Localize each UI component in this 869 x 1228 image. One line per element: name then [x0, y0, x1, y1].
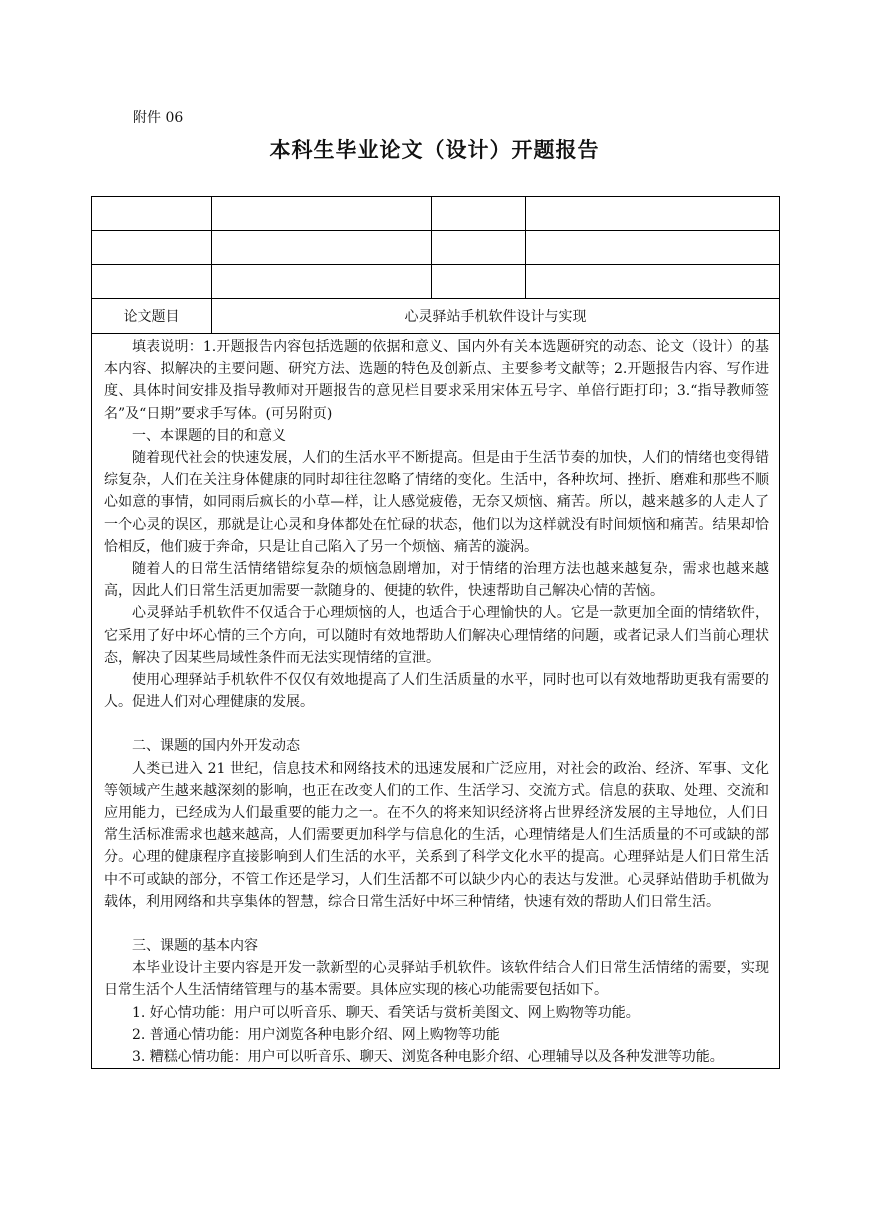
- section2-heading: 二、课题的国内外开发动态: [132, 738, 300, 755]
- info-cell: [526, 231, 780, 265]
- topic-label: 论文题目: [92, 299, 212, 334]
- info-row: [92, 197, 780, 231]
- page-title: 本科生毕业论文（设计）开题报告: [269, 138, 600, 162]
- spacer: [104, 913, 769, 935]
- info-cell: [526, 197, 780, 231]
- report-body: [92, 334, 780, 1069]
- info-row: [92, 231, 780, 265]
- section3-intro: 本毕业设计主要内容是开发一款新型的心灵驿站手机软件。该软件结合人们日常生活情绪的需要，实现日常生活个人生活情绪管理与的基本需要。具体应实现的核心功能需要包括如下。: [104, 960, 769, 999]
- report-table: [91, 196, 780, 1069]
- spacer: [104, 713, 769, 735]
- section1-paragraph: 随着人的日常生活情绪错综复杂的烦恼急剧增加，对于情绪的治理方法也越来越复杂，需求也越来越高，因此人们日常生活更加需要一款随身的、便捷的软件，快速帮助自己解决心情的苦恼。: [104, 561, 769, 600]
- section3-heading: 三、课题的基本内容: [132, 938, 258, 955]
- info-cell: [92, 265, 212, 299]
- section2-paragraph: 人类已进入 21 世纪，信息技术和网络技术的迅速发展和广泛应用，对社会的政治、经济、军事、文化等领域产生越来越深刻的影响，也正在改变人们的工作、生活学习、交流方式。信息的获取、处理、交流和应用能力，已经成为人们最重要的能力之一。在不久的将来知识经济将占世界经济发展的主导地位，人们日常生活标准需求也越来越高，人们需要更加科学与信息化的生活，心理情绪是人们生活质量的不可或缺的部分。心理的健康程序直接影响到人们生活的水平，关系到了科学文化水平的提高。心理驿站是人们日常生活中不可或缺的部分，不管工作还是学习，人们生活都不可以缺少内心的表达与发泄。心灵驿站借助手机做为载体，利用网络和共享集体的智慧，综合日常生活好中坏三种情绪，快速有效的帮助人们日常生活。: [104, 760, 769, 910]
- section1-paragraph: 使用心理驿站手机软件不仅仅有效地提高了人们生活质量的水平，同时也可以有效地帮助更我有需要的人。促进人们对心理健康的发展。: [104, 672, 769, 711]
- function-item: 1. 好心情功能：用户可以听音乐、聊天、看笑话与赏析美图文、网上购物等功能。: [132, 1004, 640, 1021]
- attachment-label: 附件 06: [133, 110, 184, 126]
- function-item: 2. 普通心情功能：用户浏览各种电影介绍、网上购物等功能: [132, 1026, 500, 1043]
- topic-row: [92, 299, 780, 334]
- function-item: 3. 糟糕心情功能：用户可以听音乐、聊天、浏览各种电影介绍、心理辅导以及各种发泄等功能。: [132, 1049, 724, 1066]
- info-cell: [212, 265, 432, 299]
- section1-paragraph: 随着现代社会的快速发展，人们的生活水平不断提高。但是由于生活节奏的加快，人们的情绪也变得错综复杂，人们在关注身体健康的同时却往往忽略了情绪的变化。生活中，各种坎坷、挫折、磨难和那些不顺心如意的事情，如同雨后疯长的小草—样，让人感觉疲倦，无奈又烦恼、痛苦。所以，越来越多的人走人了一个心灵的误区，那就是让心灵和身体都处在忙碌的状态，他们以为这样就没有时间烦恼和痛苦。结果却恰恰相反，他们疲于奔命，只是让自己陷入了另一个烦恼、痛苦的漩涡。: [104, 450, 769, 555]
- info-cell: [92, 231, 212, 265]
- instructions-text: 填表说明：1.开题报告内容包括选题的依据和意义、国内外有关本选题研究的动态、论文（设计）的基本内容、拟解决的主要问题、研究方法、选题的特色及创新点、主要参考文献等；2.开题报告内容、写作进度、具体时间安排及指导教师对开题报告的意见栏目要求采用宋体五号字、单倍行距打印；3.“指导教师签名”及“日期”要求手写体。(可另附页): [104, 339, 769, 422]
- content-row: [92, 334, 780, 1069]
- info-cell: [432, 231, 526, 265]
- info-cell: [212, 197, 432, 231]
- info-cell: [212, 231, 432, 265]
- info-cell: [432, 197, 526, 231]
- section1-heading: 一、本课题的目的和意义: [132, 427, 286, 444]
- info-cell: [526, 265, 780, 299]
- topic-value: 心灵驿站手机软件设计与实现: [212, 299, 780, 334]
- section1-paragraph: 心灵驿站手机软件不仅适合于心理烦恼的人，也适合于心理愉快的人。它是一款更加全面的情绪软件，它采用了好中坏心情的三个方向，可以随时有效地帮助人们解决心理情绪的问题，或者记录人们当前心理状态，解决了因某些局域性条件而无法实现情绪的宣泄。: [104, 605, 769, 666]
- info-cell: [92, 197, 212, 231]
- info-cell: [432, 265, 526, 299]
- info-row: [92, 265, 780, 299]
